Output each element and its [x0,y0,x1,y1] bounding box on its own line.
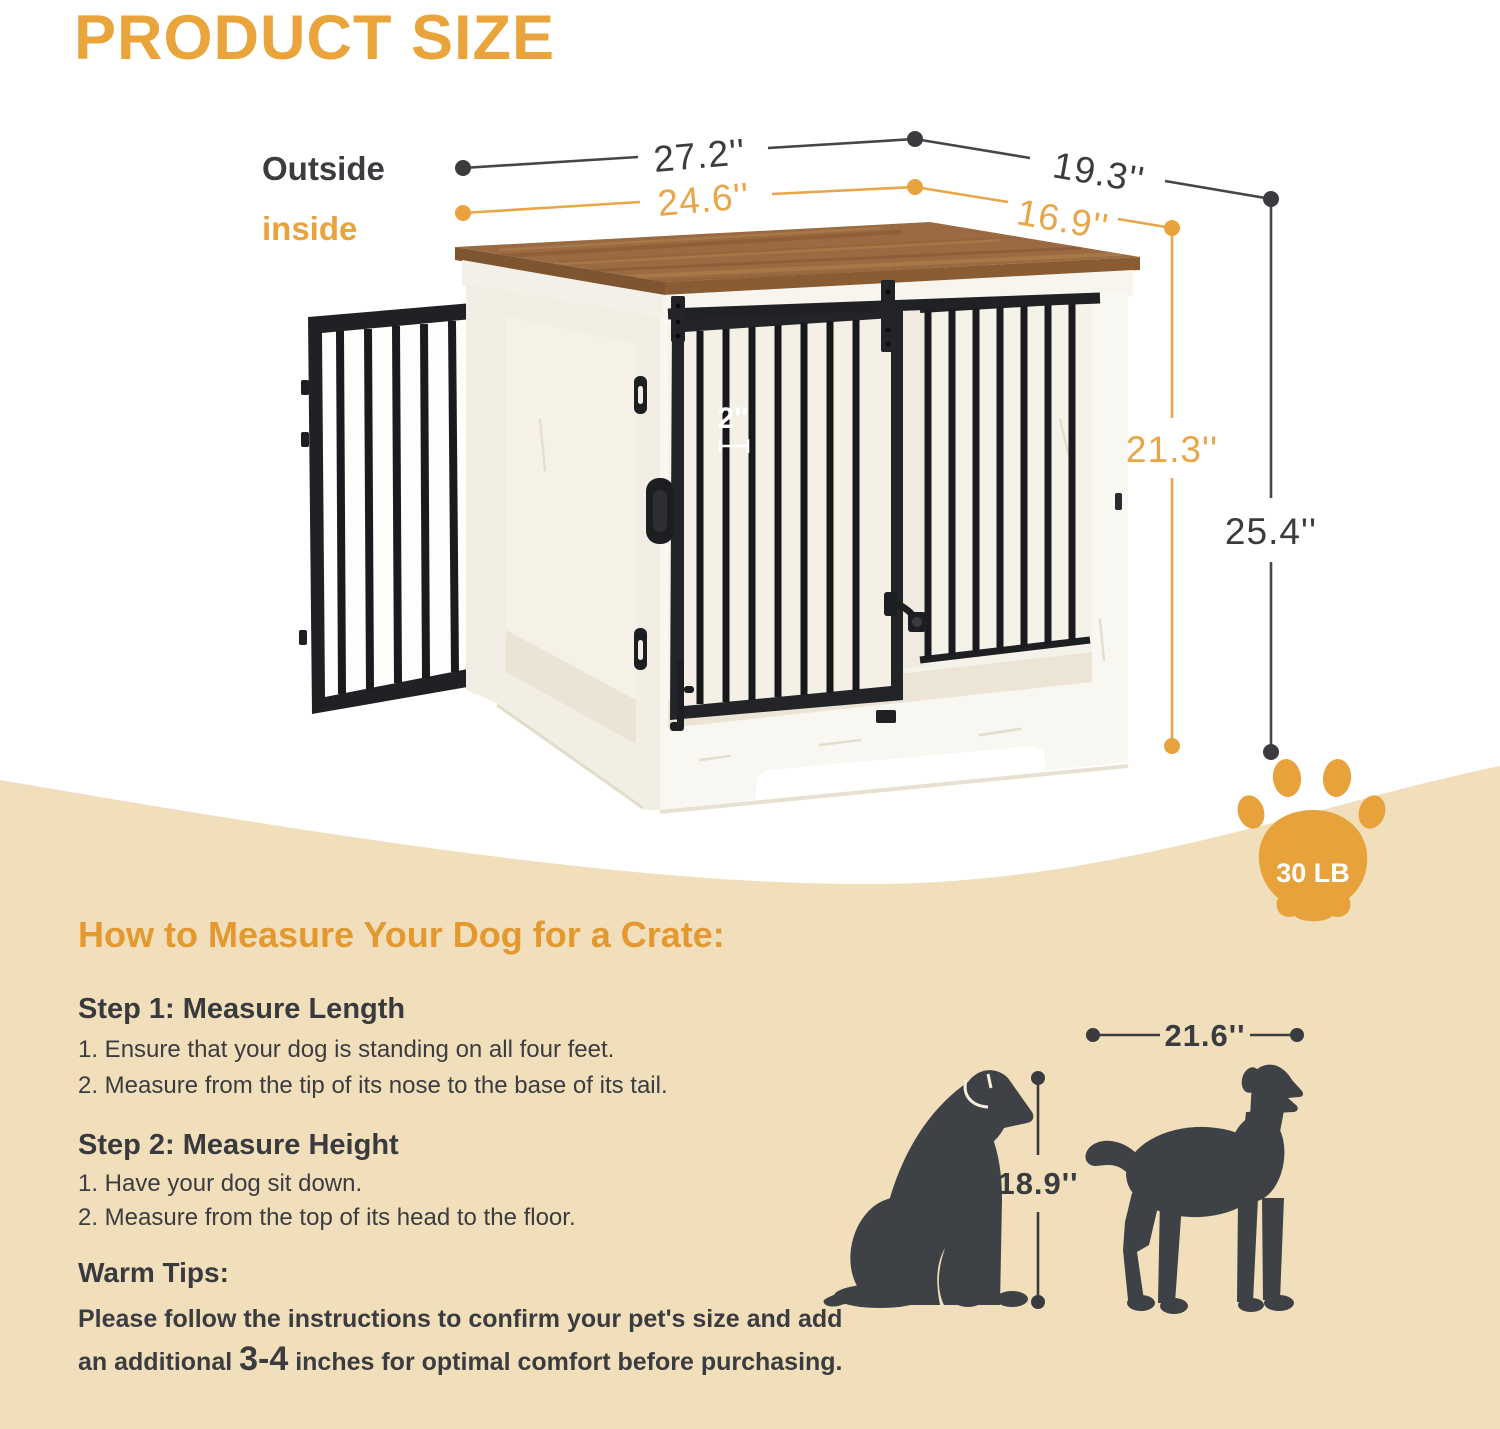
outside-height-label: 25.4'' [1224,511,1318,552]
bar-gap-annotation [718,402,749,453]
outside-width-label: 27.2'' [651,131,748,180]
step-1-item-1: 1. Ensure that your dog is standing on all four feet. [78,1036,615,1063]
crate-illustration [299,222,1140,812]
outside-label: Outside [262,150,385,187]
dog-length-label: 21.6'' [1164,1018,1246,1053]
tips-line-2-suffix: inches for optimal comfort before purchasing. [288,1348,843,1376]
inside-depth-label: 16.9'' [1013,191,1112,248]
weight-badge-label: 30 LB [1276,858,1350,888]
tips-line-2-emphasis: 3-4 [239,1340,289,1378]
page-title: PRODUCT SIZE [74,3,556,73]
step-2-item-2: 2. Measure from the top of its head to the floor. [78,1204,576,1231]
step-2-item-1: 1. Have your dog sit down. [78,1170,363,1197]
tips-line-1: Please follow the instructions to confirm your pet's size and add [78,1305,843,1333]
outside-depth-label: 19.3'' [1049,144,1148,201]
step-1-item-2: 2. Measure from the tip of its nose to the base of its tail. [78,1072,668,1099]
dog-height-label: 18.9'' [997,1166,1079,1201]
inside-width-label: 24.6'' [655,175,752,224]
inside-label: inside [262,210,358,247]
inside-height-label: 21.3'' [1125,429,1219,470]
cabinet-left-face [466,283,660,810]
tips-line-2-prefix: an additional [78,1348,240,1376]
step-2-title: Step 2: Measure Height [78,1129,399,1161]
guide-heading: How to Measure Your Dog for a Crate: [78,914,725,955]
warm-tips-title: Warm Tips: [78,1257,229,1288]
bar-gap-label: 2'' [717,402,749,435]
step-1-title: Step 1: Measure Length [78,993,406,1025]
tips-line-2 [78,1340,843,1379]
sliding-door [646,303,926,731]
door-handle [646,478,674,544]
